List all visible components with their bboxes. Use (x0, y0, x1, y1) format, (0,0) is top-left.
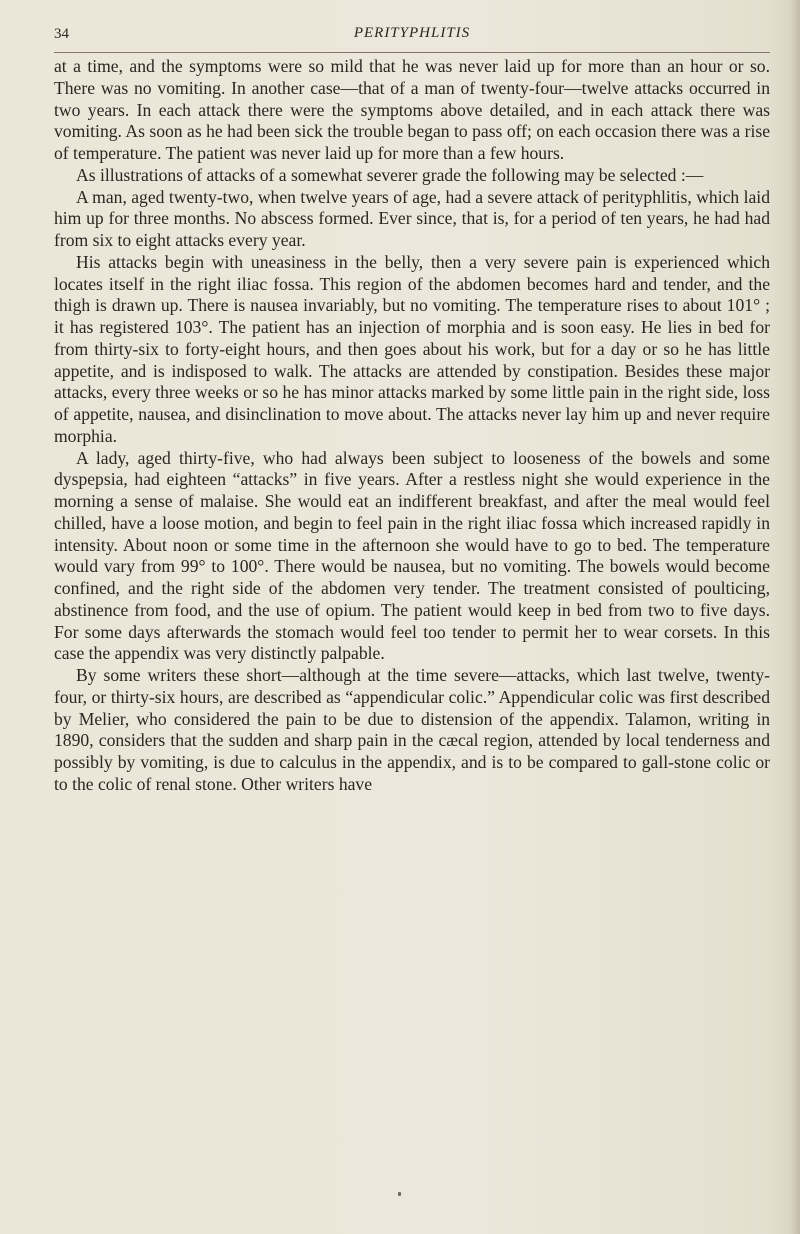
paragraph-appendicular-colic: By some writers these short—although at the time severe—attacks, which last twelve, twenty-four, or thirty-six hours, are described as “appendicular colic.” Appendicular colic was first described by Melier, who considered the pain to be due to distension of the appendix. Talamon, writing in 1890, considers that the sudden and sharp pain in the cæcal region, attended by local tenderness and possibly by vomiting, is due to calculus in the appendix, and is to be compared to gall-stone colic or to the colic of renal stone. Other writers have (54, 665, 770, 794)
paragraph-illustrations-intro: As illustrations of attacks of a somewhat severer grade the following may be selected :— (76, 164, 704, 185)
running-head: PERITYPHLITIS (353, 25, 471, 41)
paragraph-case-lady-thirty-five: A lady, aged thirty-five, who had always been subject to looseness of the bowels and some dyspepsia, had eighteen “attacks” in five years. After a restless night she would experience in the morning a sense of malaise. She would eat an indifferent breakfast, and after the meal would feel chilled, have a loose motion, and begin to feel pain in the right iliac fossa which increased rapidly in intensity. About noon or some time in the afternoon she would have to go to bed. The temperature would vary from 99° to 100°. There would be nausea, but no vomiting. The bowels would become confined, and the right side of the abdomen very tender. The treatment consisted of poulticing, abstinence from food, and the use of opium. The patient would keep in bed from two to five days. For some days afterwards the stomach would feel too tender to permit her to wear corsets. In this case the appendix was very distinctly palpable. (54, 447, 770, 664)
ink-mark (398, 1192, 401, 1196)
paragraph-attack-description: His attacks begin with uneasiness in the belly, then a very severe pain is experienced which locates itself in the right iliac fossa. This region of the abdomen becomes hard and tender, and the thigh is drawn up. There is nausea invariably, but no vomiting. The temperature rises to about 101° ; it has registered 103°. The patient has an injection of morphia and is soon easy. He lies in bed for from thirty-six to forty-eight hours, and then goes about his work, but for a day or so he has little appetite, and is indisposed to walk. The attacks are attended by constipation. Besides these major attacks, every three weeks or so he has minor attacks marked by some little pain in the right side, loss of appetite, nausea, and disinclination to move about. The attacks never lay him up and never require morphia. (54, 251, 770, 446)
page-edge-shadow (790, 0, 800, 1234)
paragraph-case-man-twenty-two: A man, aged twenty-two, when twelve years of age, had a severe attack of perityphlitis, which laid him up for three months. No abscess formed. Ever since, that is, for a period of ten years, he had had from six to eight attacks every year. (54, 186, 770, 250)
paragraph-continuation: at a time, and the symptoms were so mild that he was never laid up for more than an hour or so. There was no vomiting. In another case—that of a man of twenty-four—twelve attacks occurred in two years. In each attack there were the symptoms above detailed, and in each attack there was vomiting. As soon as he had been sick the trouble began to pass off; on each occasion there was a rise of temperature. The patient was never laid up for more than a few hours. (54, 56, 770, 163)
body-text (54, 56, 770, 796)
page-number: 34 (54, 26, 69, 42)
page-header (54, 22, 770, 53)
